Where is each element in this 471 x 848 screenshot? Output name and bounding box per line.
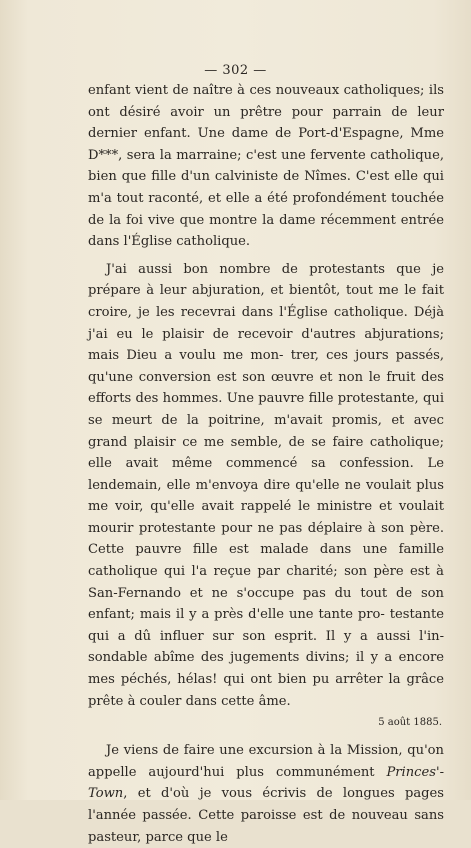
text-line: pour ne pas déplaire à son père. Cette pauvre fille est [88,520,445,558]
text-line: c'est une fervente catholique, bien que fille d'un calviniste [88,147,444,185]
text-line: dans cette âme. [185,693,291,709]
text-line: profondément touchée de la foi vive que montre la dame [88,190,444,228]
paragraph-2 [88,259,444,712]
text-line: Cette paroisse est de nouveau sans pasteur, parce que le [88,808,444,845]
text-segment: , [123,786,128,802]
text-line: elle avait même commencé sa confession. Le lendemain, [88,456,444,493]
text-line: recevrai dans l'Église catholique. Déjà j'ai eu le plaisir de [88,304,445,342]
text-line: enfant vient de naître à ces nouveaux catholiques; ils ont [88,83,444,120]
text-line: de Nîmes. C'est elle qui m'a tout raconté, et elle a été [88,169,444,206]
text-line: non le fruit des efforts des hommes. Une pauvre fille [88,369,444,407]
text-line: Je viens de faire une excursion à la Mission, qu'on [106,743,444,759]
text-line: récemment entrée dans l'Église catholique. [88,212,445,250]
paragraph-3 [88,740,444,848]
text-line: avait rappelé le ministre et voulait mourir protestante [88,499,444,536]
place-name: Princes'-Town [88,764,444,802]
text-line: du tout de son enfant; mais il y a près d'elle une tante pro- [88,585,444,623]
text-line: et d'où je vous écrivis de longues pages l'année passée. [88,786,444,823]
body-text [88,80,444,848]
text-line: et avec grand plaisir ce me semble, de se faire catholique; [88,412,444,450]
text-line: Une dame de Port-d'Espagne, Mme D***, sera la marraine; [88,126,445,163]
paragraph-1 [88,80,444,253]
text-line: protestante, qui se meurt de la poitrine, m'avait promis, [88,391,445,428]
text-line: malade dans une famille catholique qui l'a reçue par [88,542,445,580]
text-line: péchés, hélas! qui ont bien pu arrêter la grâce prête à couler [88,672,444,709]
text-line: charité; son père est à San-Fernando et ne s'occupe pas [88,564,444,601]
text-line: testante qui a dû influer sur son esprit. Il y a aussi l'in- [88,607,444,644]
dateline: 5 août 1885. [378,717,442,729]
page-number: — 302 — [204,63,267,78]
text-line: J'ai aussi bon nombre de protestants que je prépare à [88,261,444,299]
text-line: elle m'envoya dire qu'elle ne voulait plus me voir, qu'elle [88,477,445,515]
text-line: recevoir d'autres abjurations; mais Dieu a voulu me mon- [88,326,444,364]
text-line: trer, ces jours passés, qu'une conversion est son œuvre et [88,348,445,385]
text-line: désiré avoir un prêtre pour parrain de leur dernier enfant. [88,104,444,142]
text-line: sondable abîme des jugements divins; il y a encore mes [88,650,444,688]
text-line: leur abjuration, et bientôt, tout me le fait croire, je les [88,283,445,320]
text-segment: appelle aujourd'hui plus communément [88,764,387,780]
